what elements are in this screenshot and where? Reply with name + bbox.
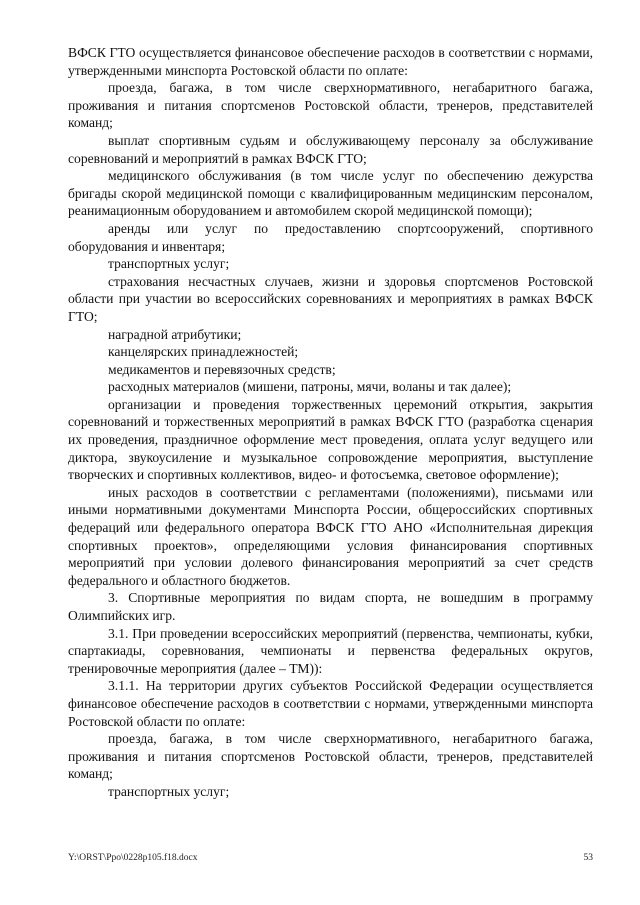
paragraph: медицинского обслуживания (в том числе услуг по обеспечению дежурства бригады скорой медицинской помощи с квалифицированным медицинским персоналом, реанимационным оборудованием и автомобилем скорой медицинской помощи); xyxy=(68,168,593,219)
paragraph: ВФСК ГТО осуществляется финансовое обеспечение расходов в соответствии с нормами, утвержденными минспорта Ростовской области по оплате: xyxy=(68,45,593,78)
paragraph: канцелярских принадлежностей; xyxy=(108,344,299,360)
paragraph: проезда, багажа, в том числе сверхнормативного, негабаритного багажа, проживания и питания спортсменов Ростовской области, тренеров, представителей команд; xyxy=(68,80,593,131)
paragraph: транспортных услуг; xyxy=(108,783,230,799)
paragraph: выплат спортивным судьям и обслуживающему персоналу за обслуживание соревнований и мероприятий в рамках ВФСК ГТО; xyxy=(68,132,593,166)
paragraph: наградной атрибутики; xyxy=(108,326,242,342)
section-heading: 3. Спортивные мероприятия по видам спорта, не вошедшим в программу Олимпийских игр. xyxy=(68,590,593,623)
paragraph: медикаментов и перевязочных средств; xyxy=(108,361,336,377)
paragraph: страхования несчастных случаев, жизни и здоровья спортсменов Ростовской области при участии во всероссийских соревнованиях и мероприятиях в рамках ВФСК ГТО; xyxy=(68,273,593,324)
paragraph: проезда, багажа, в том числе сверхнормативного, негабаритного багажа, проживания и питания спортсменов Ростовской области, тренеров, представителей команд; xyxy=(68,731,593,782)
paragraph: 3.1. При проведении всероссийских мероприятий (первенства, чемпионаты, кубки, спартакиады, соревнования, чемпионаты и первенства федеральных округов, тренировочные мероприятия (далее – ТМ)): xyxy=(68,625,593,676)
paragraph: аренды или услуг по предоставлению спортсооружений, спортивного оборудования и инвентаря; xyxy=(68,220,593,254)
file-path: Y:\ORST\Ppo\0228p105.f18.docx xyxy=(68,853,198,863)
paragraph: расходных материалов (мишени, патроны, мячи, воланы и так далее); xyxy=(108,379,512,395)
page-number: 53 xyxy=(583,853,593,863)
document-body xyxy=(68,44,593,801)
paragraph: иных расходов в соответствии с регламентами (положениями), письмами или иными нормативными документами Минспорта России, общероссийских спортивных федераций или федерального оператора ВФСК ГТО АНО «Исполнительная дирекция спортивных проектов», определяющими условия финансирования спортивных мероприятий при условии долевого финансирования мероприятий за счет средств федерального и областного бюджетов. xyxy=(68,484,593,588)
paragraph: организации и проведения торжественных церемоний открытия, закрытия соревнований и торжественных мероприятий в рамках ВФСК ГТО (разработка сценария их проведения, праздничное оформление мест проведения, оплата услуг ведущего или диктора, звукоусиление и музыкальное сопровождение мероприятия, выступление творческих и спортивных коллективов, видео- и фотосъемка, световое оформление); xyxy=(68,396,593,483)
paragraph: 3.1.1. На территории других субъектов Российской Федерации осуществляется финансовое обеспечение расходов в соответствии с нормами, утвержденными минспорта Ростовской области по оплате: xyxy=(68,678,593,729)
paragraph: транспортных услуг; xyxy=(108,256,230,272)
